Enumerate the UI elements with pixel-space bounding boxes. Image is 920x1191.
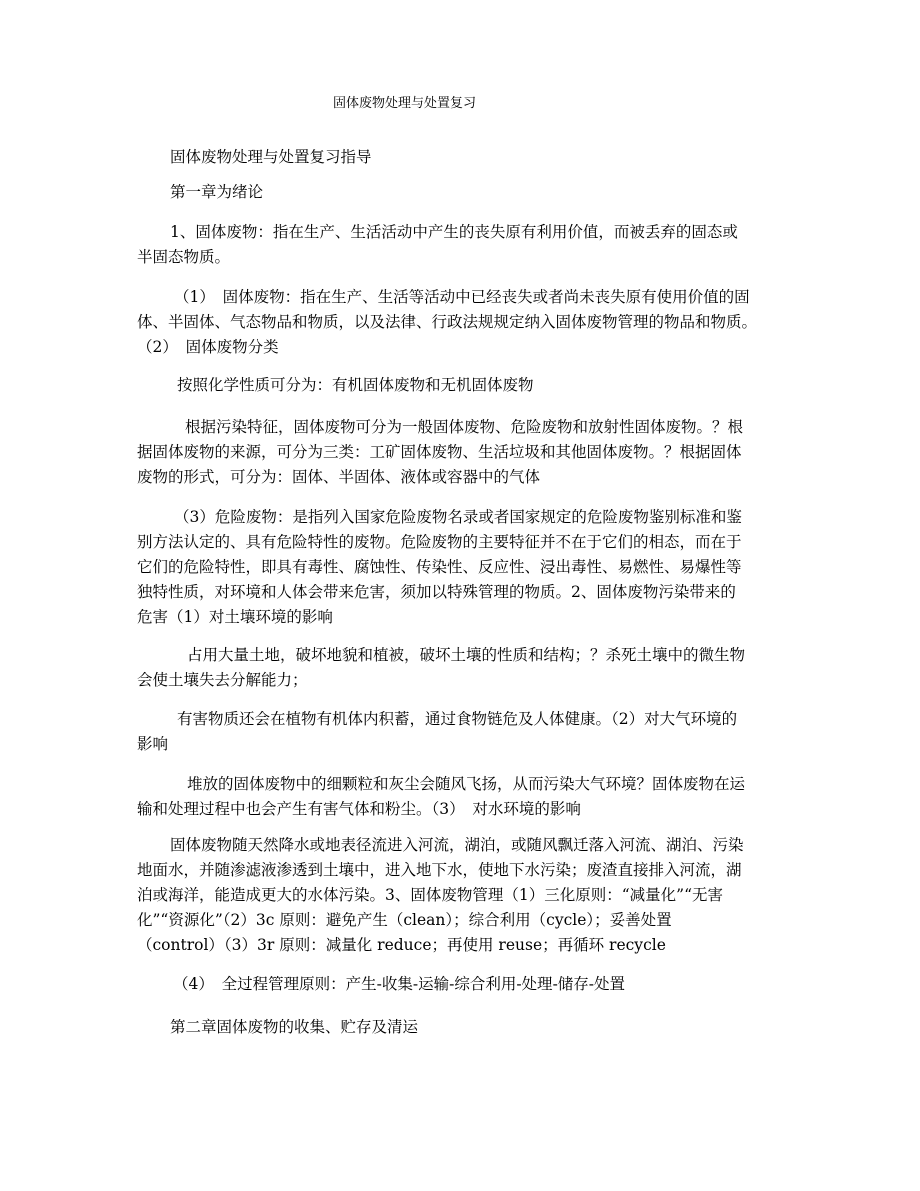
text-line: 泊或海洋，能造成更大的水体污染。3、固体废物管理（1）三化原则：“减量化”“无害 [137,886,723,904]
text-line: 据固体废物的来源，可分为三类：工矿固体废物、生活垃圾和其他固体废物。？根据固体 [137,443,742,461]
heading-chapter-1 [170,180,263,205]
text-line: 会使土壤失去分解能力； [137,671,308,689]
text-line: （4） 全过程管理原则：产生-收集-运输-综合利用-处理-储存-处置 [173,975,626,993]
text-line: 输和处理过程中也会产生有害气体和粉尘。（3） 对水环境的影响 [137,800,581,818]
text-line: 固体废物随天然降水或地表径流进入河流，湖泊，或随风飘迁落入河流、湖泊、污染 [170,836,744,854]
text-line: 废物的形式，可分为：固体、半固体、液体或容器中的气体 [137,468,541,486]
heading-chapter-2 [170,1015,418,1040]
text-line: 化”“资源化”（2）3c 原则：避免产生（clean）；综合利用（cycle）；妥善处置 [137,911,672,929]
text-line: 第二章固体废物的收集、贮存及清运 [170,1018,419,1036]
text-line: 别方法认定的、具有危险特性的废物。危险废物的主要特征并不在于它们的相态，而在于 [137,533,742,551]
text-line: 独特性质，对环境和人体会带来危害，须加以特殊管理的物质。2、固体废物污染带来的 [137,583,736,601]
text-line: 固体废物处理与处置复习指导 [170,148,372,166]
text-line: （2） 固体废物分类 [137,338,279,356]
text-line: （3）危险废物：是指列入国家危险废物名录或者国家规定的危险废物鉴别标准和鉴 [174,508,742,526]
paragraph-air-impact [137,772,745,822]
paragraph-water-impact [137,833,744,958]
text-line: 第一章为绪论 [170,183,264,201]
text-line: 它们的危险特性，即具有毒性、腐蚀性、传染性、反应性、浸出毒性、易燃性、易爆性等 [137,558,742,576]
heading-review-guide [170,145,372,170]
text-line: 按照化学性质可分为：有机固体废物和无机固体废物 [177,376,534,394]
text-line: 1、固体废物：指在生产、生活活动中产生的丧失原有利用价值，而被丢弃的固态或 [170,223,738,241]
paragraph-hazardous-waste [137,505,742,630]
text-line: 危害（1）对土壤环境的影响 [137,608,333,626]
text-line: （control）（3）3r 原则：减量化 reduce；再使用 reuse；再循环 recycle [137,936,666,954]
paragraph-harmful-substances [137,707,737,757]
text-line: 占用大量土地，破坏地貌和植被，破坏土壤的性质和结构；？杀死土壤中的微生物 [187,646,746,664]
paragraph-legal-definition [137,285,757,360]
text-line: 有害物质还会在植物有机体内积蓄，通过食物链危及人体健康。（2）对大气环境的 [177,710,738,728]
text-line: 半固态物质。 [137,248,231,266]
text-line: 影响 [137,735,169,753]
paragraph-whole-process-principle [173,972,625,997]
paragraph-chemical-classification [177,373,534,398]
text-line: 地面水，并随渗滤液渗透到土壤中，进入地下水，使地下水污染；废渣直接排入河流，湖 [137,861,742,879]
text-line: 体、半固体、气态物品和物质，以及法律、行政法规规定纳入固体废物管理的物品和物质。 [137,313,758,331]
text-line: 根据污染特征，固体废物可分为一般固体废物、危险废物和放射性固体废物。？根 [185,418,744,436]
page-title: 固体废物处理与处置复习 [333,96,477,111]
text-line: 堆放的固体废物中的细颗粒和灰尘会随风飞扬，从而污染大气环境？固体废物在运 [187,775,746,793]
text-line: （1） 固体废物：指在生产、生活等活动中已经丧失或者尚未丧失原有使用价值的固 [174,288,750,306]
paragraph-pollution-classification [137,415,743,490]
paragraph-definition [137,220,738,270]
paragraph-soil-impact [137,643,745,693]
